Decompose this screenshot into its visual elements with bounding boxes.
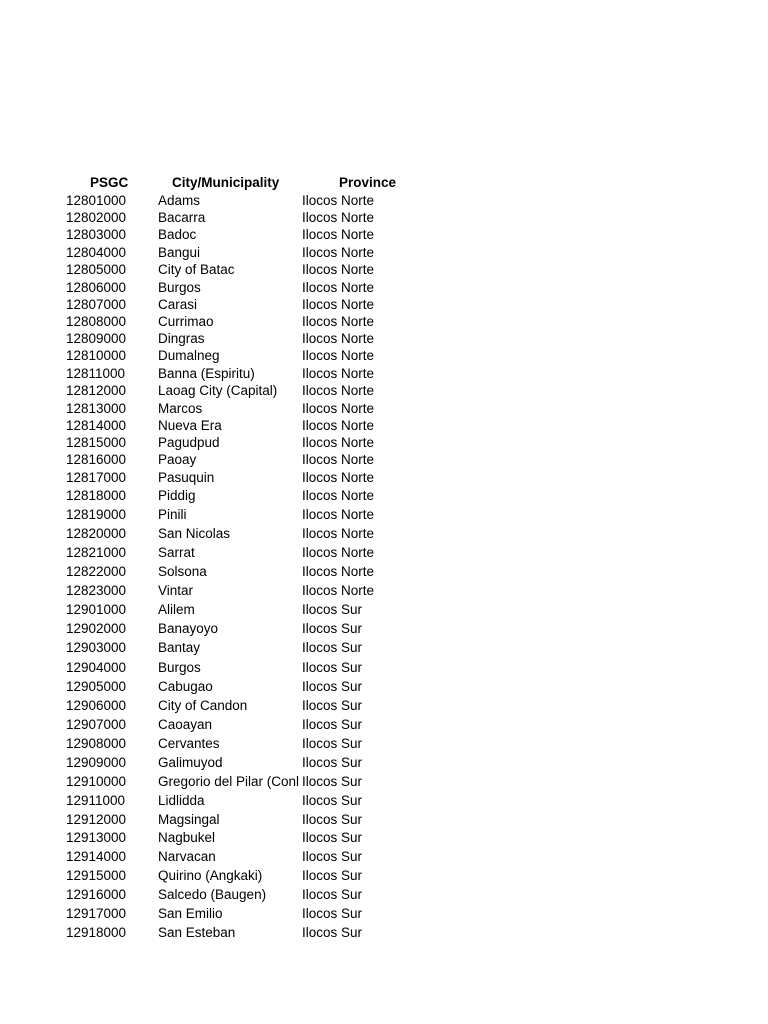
psgc-cell: 12902000 (66, 621, 127, 636)
province-cell: Ilocos Norte (302, 418, 375, 433)
table-row (0, 678, 768, 696)
table-row (0, 886, 768, 904)
city-municipality-cell: Piddig (158, 488, 196, 503)
table-row (0, 330, 768, 348)
province-cell: Ilocos Sur (302, 755, 363, 770)
psgc-cell: 12913000 (66, 830, 127, 845)
city-municipality-cell: Nagbukel (158, 830, 216, 845)
province-cell: Ilocos Sur (302, 621, 363, 636)
psgc-cell: 12911000 (66, 793, 126, 808)
city-municipality-cell: Currimao (158, 314, 214, 329)
city-municipality-cell: Pasuquin (158, 470, 215, 485)
psgc-cell: 12912000 (66, 812, 127, 827)
city-municipality-cell: Solsona (158, 564, 207, 579)
table-row (0, 659, 768, 677)
province-cell: Ilocos Norte (302, 435, 375, 450)
province-cell: Ilocos Sur (302, 849, 363, 864)
psgc-cell: 12817000 (66, 470, 127, 485)
city-municipality-cell: Paoay (158, 452, 197, 467)
table-row (0, 905, 768, 923)
psgc-cell: 12901000 (66, 602, 127, 617)
psgc-cell: 12905000 (66, 679, 127, 694)
province-cell: Ilocos Norte (302, 297, 375, 312)
city-municipality-cell: Badoc (158, 227, 197, 242)
city-municipality-cell: Lidlidda (158, 793, 205, 808)
header-city-municipality: City/Municipality (172, 175, 280, 190)
psgc-cell: 12810000 (66, 348, 127, 363)
psgc-cell: 12818000 (66, 488, 127, 503)
table-row (0, 735, 768, 753)
province-cell: Ilocos Norte (302, 280, 375, 295)
psgc-cell: 12804000 (66, 245, 127, 260)
city-municipality-cell: Dumalneg (158, 348, 220, 363)
psgc-cell: 12918000 (66, 925, 127, 940)
province-cell: Ilocos Norte (302, 545, 375, 560)
province-cell: Ilocos Norte (302, 210, 375, 225)
city-municipality-cell: Sarrat (158, 545, 195, 560)
psgc-cell: 12822000 (66, 564, 127, 579)
province-cell: Ilocos Sur (302, 887, 363, 902)
table-row (0, 209, 768, 227)
city-municipality-cell: San Emilio (158, 906, 223, 921)
table-row (0, 296, 768, 314)
province-cell: Ilocos Norte (302, 526, 375, 541)
province-cell: Ilocos Sur (302, 717, 363, 732)
city-municipality-cell: Salcedo (Baugen) (158, 887, 267, 902)
psgc-cell: 12801000 (66, 193, 127, 208)
table-row (0, 525, 768, 543)
city-municipality-cell: Quirino (Angkaki) (158, 868, 263, 883)
table-row (0, 279, 768, 297)
city-municipality-cell: Cervantes (158, 736, 220, 751)
province-cell: Ilocos Norte (302, 245, 375, 260)
table-row (0, 716, 768, 734)
psgc-cell: 12802000 (66, 210, 127, 225)
table-row (0, 601, 768, 619)
psgc-cell: 12816000 (66, 452, 127, 467)
table-row (0, 434, 768, 452)
city-municipality-cell: Nueva Era (158, 418, 222, 433)
psgc-cell: 12807000 (66, 297, 127, 312)
table-row (0, 417, 768, 435)
city-municipality-cell: Alilem (158, 602, 195, 617)
psgc-cell: 12820000 (66, 526, 127, 541)
province-cell: Ilocos Sur (302, 868, 363, 883)
province-cell: Ilocos Norte (302, 488, 375, 503)
psgc-cell: 12811000 (66, 366, 126, 381)
table-row (0, 754, 768, 772)
psgc-cell: 12907000 (66, 717, 127, 732)
city-municipality-cell: Bacarra (158, 210, 206, 225)
province-cell: Ilocos Sur (302, 906, 363, 921)
table-row (0, 244, 768, 262)
psgc-cell: 12809000 (66, 331, 127, 346)
table-row (0, 811, 768, 829)
city-municipality-cell: Banna (Espiritu) (158, 366, 255, 381)
city-municipality-cell: Carasi (158, 297, 198, 312)
table-header-row (0, 174, 768, 192)
city-municipality-cell: Marcos (158, 401, 203, 416)
city-municipality-cell: Bantay (158, 640, 201, 655)
table-row (0, 848, 768, 866)
table-row (0, 400, 768, 418)
table-row (0, 192, 768, 210)
province-cell: Ilocos Norte (302, 331, 375, 346)
city-municipality-cell: Laoag City (Capital) (158, 383, 278, 398)
table-row (0, 792, 768, 810)
table-row (0, 829, 768, 847)
psgc-cell: 12904000 (66, 660, 127, 675)
table-row (0, 506, 768, 524)
province-cell: Ilocos Sur (302, 640, 363, 655)
psgc-cell: 12917000 (66, 906, 127, 921)
psgc-cell: 12821000 (66, 545, 127, 560)
table-row (0, 697, 768, 715)
table-row (0, 226, 768, 244)
province-cell: Ilocos Norte (302, 583, 375, 598)
header-province: Province (339, 175, 397, 190)
psgc-cell: 12813000 (66, 401, 127, 416)
city-municipality-cell: Burgos (158, 660, 201, 675)
province-cell: Ilocos Norte (302, 452, 375, 467)
psgc-cell: 12903000 (66, 640, 127, 655)
psgc-cell: 12915000 (66, 868, 127, 883)
psgc-cell: 12914000 (66, 849, 127, 864)
city-municipality-cell: Banayoyo (158, 621, 219, 636)
table-row (0, 867, 768, 885)
table-row (0, 469, 768, 487)
province-cell: Ilocos Sur (302, 793, 363, 808)
psgc-cell: 12812000 (66, 383, 127, 398)
table-row (0, 544, 768, 562)
psgc-cell: 12815000 (66, 435, 127, 450)
province-cell: Ilocos Norte (302, 564, 375, 579)
psgc-cell: 12814000 (66, 418, 127, 433)
table-row (0, 639, 768, 657)
province-cell: Ilocos Sur (302, 925, 363, 940)
table-row (0, 620, 768, 638)
psgc-cell: 12805000 (66, 262, 127, 277)
city-municipality-cell: Caoayan (158, 717, 213, 732)
psgc-cell: 12916000 (66, 887, 127, 902)
province-cell: Ilocos Norte (302, 193, 375, 208)
province-cell: Ilocos Sur (302, 698, 363, 713)
province-cell: Ilocos Sur (302, 736, 363, 751)
table-row (0, 382, 768, 400)
province-cell: Ilocos Sur (302, 602, 363, 617)
city-municipality-cell: San Esteban (158, 925, 236, 940)
psgc-cell: 12906000 (66, 698, 127, 713)
psgc-cell: 12910000 (66, 774, 127, 789)
city-municipality-cell: Pinili (158, 507, 187, 522)
province-cell: Ilocos Norte (302, 314, 375, 329)
city-municipality-cell: Adams (158, 193, 201, 208)
table-row (0, 365, 768, 383)
province-cell: Ilocos Norte (302, 227, 375, 242)
city-municipality-cell: City of Batac (158, 262, 235, 277)
province-cell: Ilocos Sur (302, 660, 363, 675)
city-municipality-cell: Vintar (158, 583, 194, 598)
city-municipality-cell: San Nicolas (158, 526, 231, 541)
province-cell: Ilocos Norte (302, 383, 375, 398)
province-cell: Ilocos Sur (302, 812, 363, 827)
psgc-cell: 12803000 (66, 227, 127, 242)
city-municipality-cell: City of Candon (158, 698, 248, 713)
province-cell: Ilocos Sur (302, 774, 363, 789)
province-cell: Ilocos Sur (302, 830, 363, 845)
city-municipality-cell: Magsingal (158, 812, 220, 827)
table-row (0, 487, 768, 505)
table-row (0, 582, 768, 600)
psgc-cell: 12909000 (66, 755, 127, 770)
province-cell: Ilocos Norte (302, 401, 375, 416)
psgc-cell: 12806000 (66, 280, 127, 295)
city-municipality-cell: Galimuyod (158, 755, 223, 770)
table-row (0, 313, 768, 331)
city-municipality-cell: Bangui (158, 245, 201, 260)
psgc-cell: 12808000 (66, 314, 127, 329)
province-cell: Ilocos Sur (302, 679, 363, 694)
psgc-cell: 12819000 (66, 507, 127, 522)
province-cell: Ilocos Norte (302, 262, 375, 277)
table-row (0, 773, 768, 791)
header-psgc: PSGC (90, 175, 129, 190)
province-cell: Ilocos Norte (302, 507, 375, 522)
city-municipality-cell: Pagudpud (158, 435, 220, 450)
city-municipality-cell: Cabugao (158, 679, 213, 694)
table-row (0, 563, 768, 581)
province-cell: Ilocos Norte (302, 366, 375, 381)
table-row (0, 924, 768, 942)
province-cell: Ilocos Norte (302, 348, 375, 363)
table-row (0, 261, 768, 279)
city-municipality-cell: Narvacan (158, 849, 216, 864)
city-municipality-cell: Burgos (158, 280, 201, 295)
province-cell: Ilocos Norte (302, 470, 375, 485)
psgc-cell: 12823000 (66, 583, 127, 598)
table-row (0, 347, 768, 365)
psgc-cell: 12908000 (66, 736, 127, 751)
city-municipality-cell: Gregorio del Pilar (Conl (158, 774, 300, 789)
city-municipality-cell: Dingras (158, 331, 205, 346)
table-row (0, 451, 768, 469)
